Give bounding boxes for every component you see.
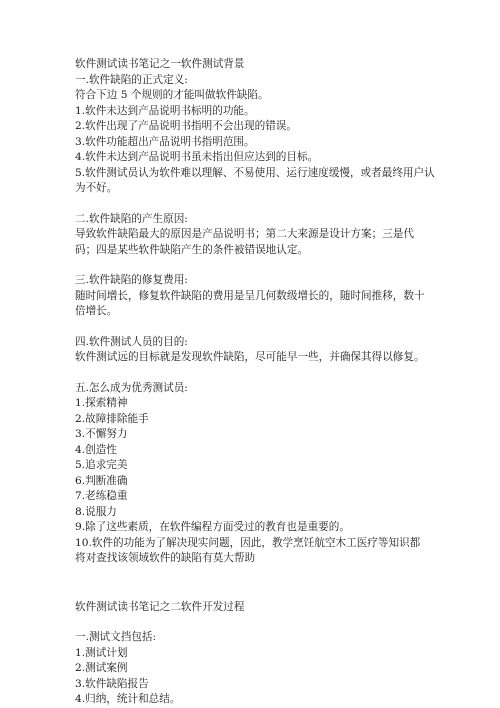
section6-item: 3.软件缺陷报告 — [75, 677, 149, 690]
note2-title: 软件测试读书笔记之二软件开发过程 — [75, 600, 245, 613]
section6-item: 4.归纳，统计和总结。 — [75, 693, 181, 705]
section2-body: 导致软件缺陷最大的原因是产品说明书；第二大来源是设计方案；三是代码；四是某些软件缺陷产生的条件被错误地认定。 — [75, 228, 414, 256]
section5-item: 8.说服力 — [75, 505, 117, 518]
section4-body: 软件测试远的目标就是发现软件缺陷，尽可能早一些，并确保其得以修复。 — [75, 351, 425, 363]
note1-title: 软件测试读书笔记之一软件测试背景 — [75, 58, 245, 70]
section1-item: 1.软件未达到产品说明书标明的功能。 — [75, 104, 255, 117]
section1-item: 4.软件未达到产品说明书虽未指出但应达到的目标。 — [75, 151, 319, 163]
section6-item: 1.测试计划 — [75, 646, 128, 659]
section3-heading: 三.软件缺陷的修复费用: — [75, 274, 188, 286]
document-page — [75, 57, 435, 708]
section1-intro: 符合下边 5 个规则的才能叫做软件缺陷。 — [75, 89, 269, 101]
section6-heading: 一.测试文挡包括: — [75, 631, 157, 643]
section1-item: 2.软件出现了产品说明书指明不会出现的错误。 — [75, 120, 297, 132]
section5-item: 5.追求完美 — [75, 459, 128, 471]
section5-item: 2.故障排除能手 — [75, 412, 149, 425]
section5-item: 1.探索精神 — [75, 397, 128, 409]
section5-item: 3.不懈努力 — [75, 428, 128, 440]
section1-item: 3.软件功能超出产品说明书指明范围。 — [75, 135, 255, 148]
section4-heading: 四.软件测试人员的目的: — [75, 335, 188, 348]
section5-item: 7.老练稳重 — [75, 490, 128, 502]
section5-item: 将对查找该领域软件的缺陷有莫大帮助 — [75, 552, 256, 564]
section5-item: 6.判断准确 — [75, 474, 128, 487]
section5-heading: 五.怎么成为优秀测试员: — [75, 381, 188, 394]
section2-heading: 二.软件缺陷的产生原因: — [75, 212, 188, 225]
section5-item: 9.除了这些素质，在软件编程方面受过的教育也是重要的。 — [75, 521, 350, 533]
section6-item: 2.测试案例 — [75, 662, 128, 674]
section1-item: 5.软件测试员认为软件难以理解、不易使用、运行速度缓慢，或者最终用户认为不好。 — [75, 166, 435, 194]
section3-body: 随时间增长，修复软件缺陷的费用是呈几何数级增长的，随时间推移，数十倍增长。 — [75, 289, 425, 317]
section5-item: 4.创造性 — [75, 443, 117, 456]
section1-heading: 一.软件缺陷的正式定义: — [75, 73, 188, 86]
section5-item: 10.软件的功能为了解决现实问题，因此，教学烹饪航空木工医疗等知识都 — [75, 536, 421, 549]
